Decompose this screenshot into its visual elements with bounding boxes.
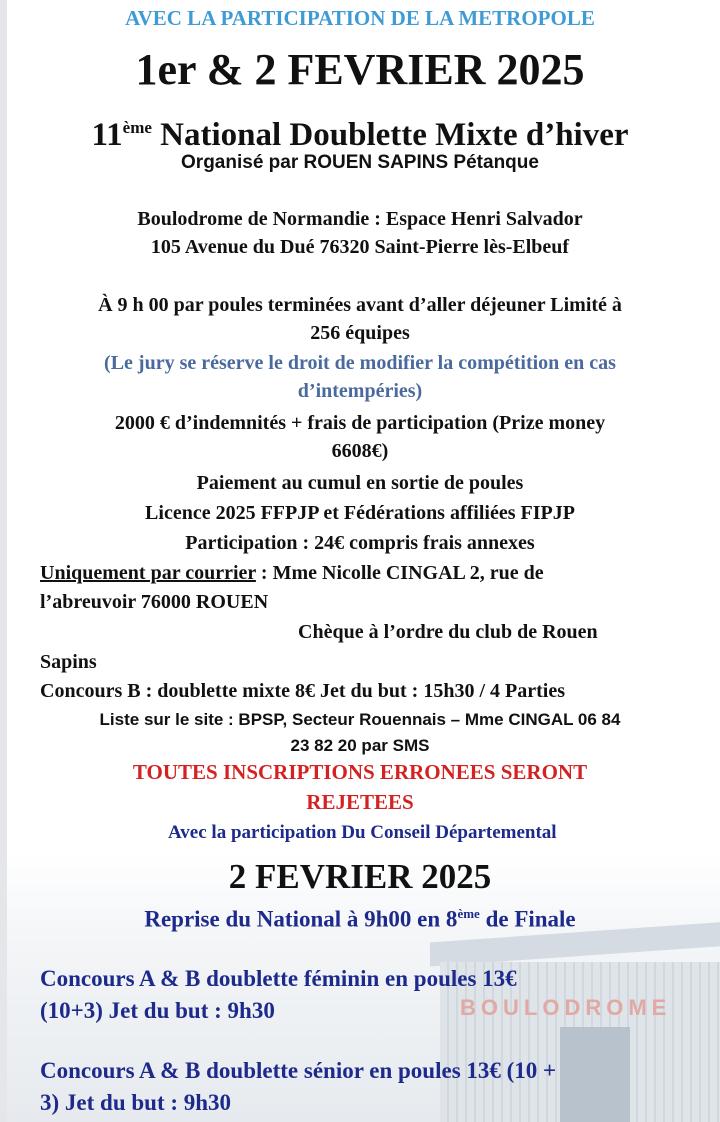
venue-name: Boulodrome de Normandie : Espace Henri Salvador xyxy=(137,208,583,230)
start-time: À 9 h 00 par poules terminées avant d’aller déjeuner Limité à xyxy=(98,294,622,316)
prize-money: 2000 € d’indemnités + frais de participation (Prize money xyxy=(114,412,606,434)
concours-senior-time: 3) Jet du but : 9h30 xyxy=(40,1090,232,1115)
organizer: Organisé par ROUEN SAPINS Pétanque xyxy=(181,152,539,173)
day2-date: 2 FEVRIER 2025 xyxy=(228,857,492,896)
council-participation: Avec la participation Du Conseil Départemental xyxy=(168,822,557,843)
mail-registration xyxy=(40,562,544,585)
day2-reprise xyxy=(0,906,720,933)
registration-list: Liste sur le site : BPSP, Secteur Rouennais – Mme CINGAL 06 84 xyxy=(99,710,621,729)
venue-address: 105 Avenue du Dué 76320 Saint-Pierre lès-Elbeuf xyxy=(150,236,570,258)
event-title xyxy=(0,108,720,155)
participation-fee: Participation : 24€ compris frais annexes xyxy=(185,532,535,554)
licence-info: Licence 2025 FFPJP et Fédérations affiliées FIPJP xyxy=(145,502,575,524)
concours-feminin-time: (10+3) Jet du but : 9h30 xyxy=(40,998,275,1023)
metropole-participation: AVEC LA PARTICIPATION DE LA METROPOLE xyxy=(125,6,595,30)
jury-notice-cont: d’intempéries) xyxy=(297,380,423,402)
payment-info: Paiement au cumul en sortie de poules xyxy=(196,472,524,494)
warning-notice-cont: REJETEES xyxy=(306,790,414,814)
concours-senior: Concours A & B doublette sénior en poules 13€ (10 + xyxy=(40,1058,557,1083)
mail-label: Uniquement par courrier xyxy=(40,562,256,584)
warning-notice: TOUTES INSCRIPTIONS ERRONEES SERONT xyxy=(132,760,588,784)
reprise-finale: de Finale xyxy=(479,906,576,932)
concours-feminin: Concours A & B doublette féminin en poules 13€ xyxy=(40,966,517,991)
jury-notice: (Le jury se réserve le droit de modifier la compétition en cas xyxy=(104,352,616,374)
team-limit: 256 équipes xyxy=(310,322,410,344)
title-text: National Doublette Mixte d’hiver xyxy=(151,117,629,153)
title-ordinal: 11 xyxy=(91,117,123,153)
event-dates: 1er & 2 FEVRIER 2025 xyxy=(135,45,585,94)
prize-money-cont: 6608€) xyxy=(331,440,389,462)
building-door xyxy=(560,1027,630,1122)
reprise-text: Reprise du National à 9h00 en 8 xyxy=(144,906,458,932)
cheque-info-cont: Sapins xyxy=(40,651,97,673)
boulodrome-sign: BOULODROME xyxy=(460,995,672,1020)
mail-recipient: : Mme Nicolle CINGAL 2, rue de xyxy=(255,562,544,584)
mail-address: l’abreuvoir 76000 ROUEN xyxy=(40,591,269,613)
reprise-ordinal-suffix: ème xyxy=(457,906,480,921)
registration-sms: 23 82 20 par SMS xyxy=(290,736,430,755)
title-ordinal-suffix: ème xyxy=(122,118,152,137)
concours-b: Concours B : doublette mixte 8€ Jet du but : 15h30 / 4 Parties xyxy=(40,680,565,702)
cheque-info: Chèque à l’ordre du club de Rouen xyxy=(298,621,598,643)
